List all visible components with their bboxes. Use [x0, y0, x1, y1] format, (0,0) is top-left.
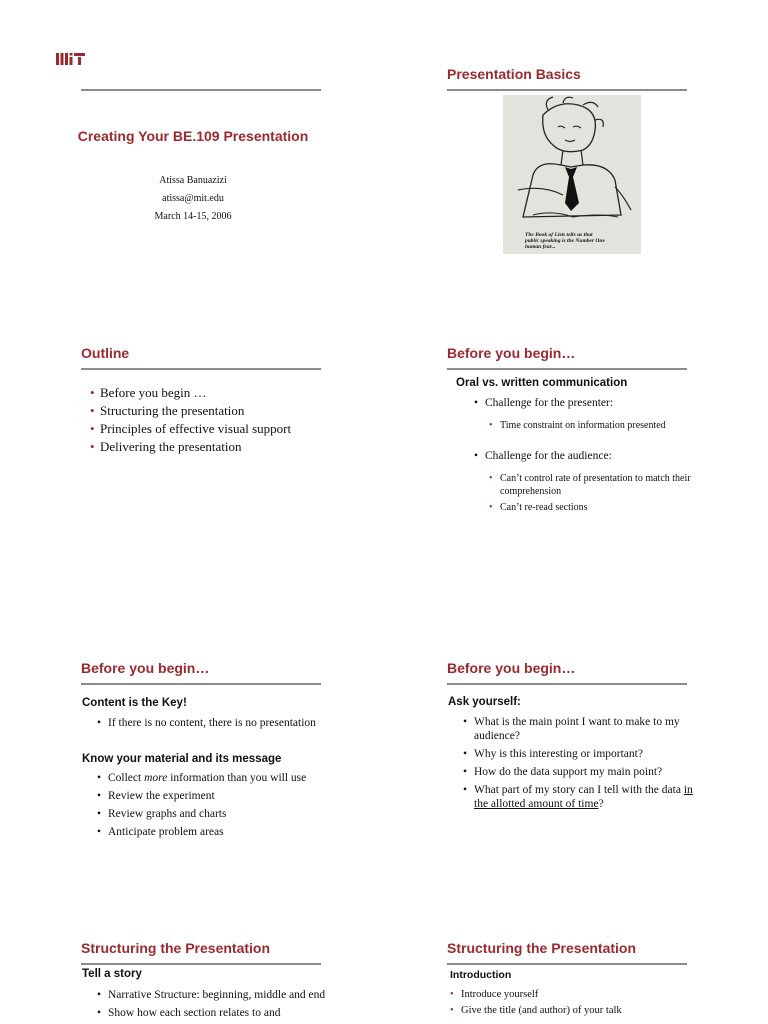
cartoon-caption	[525, 232, 605, 250]
slide3-title: Outline	[81, 345, 130, 361]
outline-item: • Structuring the presentation	[90, 402, 291, 420]
presenter-sub-item: • Time constraint on information presented	[489, 419, 719, 432]
material-item: • Review graphs and charts	[97, 807, 337, 821]
slide3-rule	[81, 368, 321, 370]
material-list	[97, 771, 337, 843]
caption-line: human fear...	[525, 244, 556, 250]
slide7-heading: Tell a story	[82, 968, 142, 980]
slide8-heading: Introduction	[450, 969, 512, 981]
slide8-title: Structuring the Presentation	[447, 940, 637, 956]
slide4-heading: Oral vs. written communication	[456, 377, 628, 389]
slide5-rule	[81, 683, 321, 685]
ask-item	[463, 783, 708, 811]
presenter-list	[474, 396, 714, 414]
ask-item: • How do the data support my main point?	[463, 765, 708, 779]
author-email: atissa@mit.edu	[162, 193, 224, 204]
outline-list	[90, 384, 291, 456]
caption-line: The Book of Lists tells us that	[525, 232, 593, 238]
ask-text-end: ?	[598, 798, 604, 810]
cartoon-drawing	[503, 95, 641, 254]
outline-item: • Before you begin …	[90, 384, 291, 402]
author-name: Atissa Banuazizi	[159, 175, 227, 186]
material-item: • Anticipate problem areas	[97, 825, 337, 839]
slide2-title: Presentation Basics	[447, 66, 581, 82]
content-list	[97, 716, 337, 734]
slide1-rule	[81, 89, 321, 91]
material-item: • Review the experiment	[97, 789, 337, 803]
presenter-sublist	[489, 419, 719, 435]
ask-item: • Why is this interesting or important?	[463, 747, 708, 761]
ask-item: • What is the main point I want to make to my audience?	[463, 715, 708, 743]
slide5-heading1: Content is the Key!	[82, 697, 187, 709]
slide5-heading2: Know your material and its message	[82, 753, 282, 765]
audience-sub-item: • Can’t control rate of presentation to match their comprehension	[489, 472, 719, 498]
slide6-title: Before you begin…	[447, 660, 576, 676]
audience-sub-item: • Can’t re-read sections	[489, 501, 719, 514]
collect-emphasis: more	[144, 772, 168, 784]
slide2-rule	[447, 89, 687, 91]
ask-list	[463, 715, 708, 815]
ask-text: What part of my story can I tell with the data	[474, 784, 684, 796]
mit-logo	[56, 52, 86, 66]
slide6-heading: Ask yourself:	[448, 696, 521, 708]
slide5-title: Before you begin…	[81, 660, 210, 676]
slide1-title: Creating Your BE.109 Presentation	[77, 128, 309, 144]
outline-item: • Delivering the presentation	[90, 438, 291, 456]
story-list	[97, 988, 332, 1024]
slide7-rule	[81, 963, 321, 965]
slide8-rule	[447, 963, 687, 965]
ask-underline: in the allotted amount of time	[474, 784, 693, 810]
caption-line: public speaking is the Number One	[525, 238, 605, 244]
presenter-challenge: • Challenge for the presenter:	[474, 396, 714, 410]
intro-item: • Introduce yourself	[450, 988, 690, 1001]
material-item	[97, 771, 337, 785]
audience-challenge: • Challenge for the audience:	[474, 449, 714, 463]
slide1-author-block	[60, 172, 326, 226]
story-item: • Narrative Structure: beginning, middle and end	[97, 988, 332, 1002]
audience-sublist	[489, 472, 719, 517]
intro-item: • Give the title (and author) of your talk	[450, 1004, 690, 1017]
slide7-title: Structuring the Presentation	[81, 940, 271, 956]
slide4-rule	[447, 368, 687, 370]
presentation-date: March 14-15, 2006	[154, 211, 232, 222]
collect-text: Collect	[108, 772, 145, 784]
outline-item: • Principles of effective visual support	[90, 420, 291, 438]
story-item: • Show how each section relates to and	[97, 1006, 332, 1020]
collect-text-end: information than you will use	[167, 772, 307, 784]
content-item: • If there is no content, there is no presentation	[97, 716, 337, 730]
slide4-title: Before you begin…	[447, 345, 576, 361]
intro-list	[450, 988, 690, 1020]
audience-list	[474, 449, 714, 467]
slide6-rule	[447, 683, 687, 685]
cartoon-image	[503, 95, 641, 254]
